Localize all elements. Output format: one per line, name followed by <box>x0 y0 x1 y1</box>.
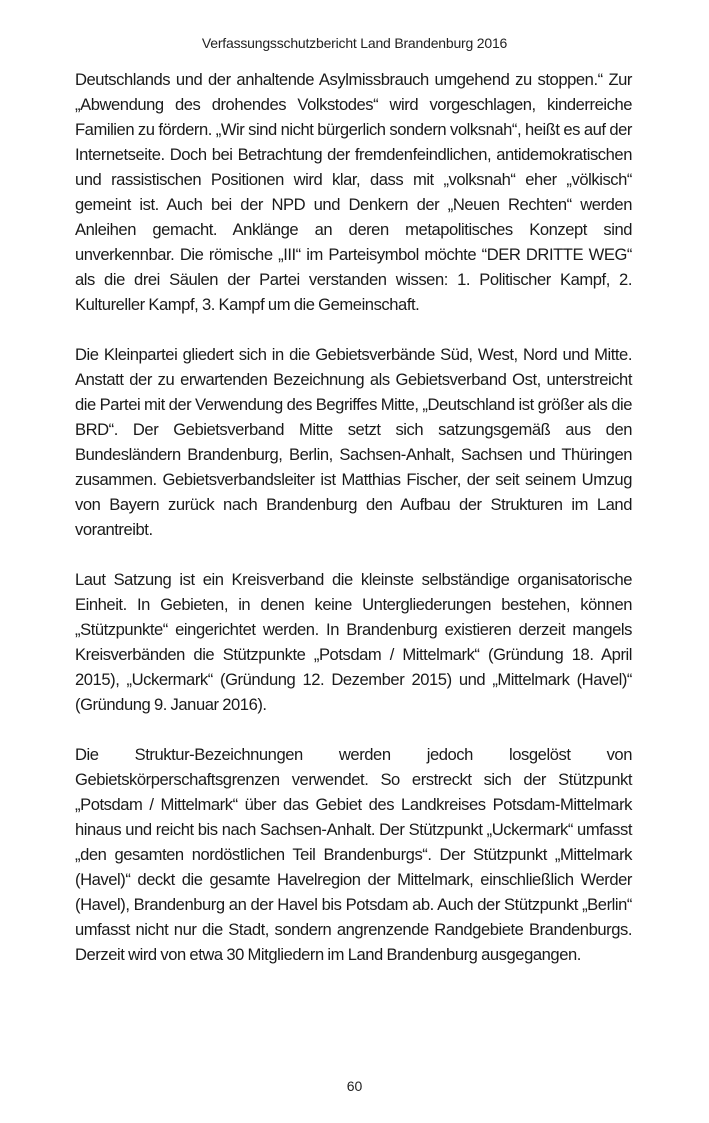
running-header: Verfassungsschutzbericht Land Brandenburg 2016 <box>201 35 508 51</box>
body-text <box>75 67 632 992</box>
paragraph: Die Struktur-Bezeichnungen werden jedoch losgelöst von Gebietskörperschaftsgrenzen verwendet. So erstreckt sich der Stützpunkt „Potsdam / Mittelmark“ über das Gebiet des Landkreises Potsdam-Mittelmark hinaus und reicht bis nach Sachsen-Anhalt. Der Stützpunkt „Uckermark“ umfasst „den gesamten nordöstlichen Teil Brandenburgs“. Der Stützpunkt „Mittelmark (Havel)“ deckt die gesamte Havelregion der Mittelmark, einschließlich Werder (Havel), Brandenburg an der Havel bis Potsdam ab. Auch der Stützpunkt „Berlin“ umfasst nicht nur die Stadt, sondern angrenzende Randgebiete Brandenburgs. Derzeit wird von etwa 30 Mitgliedern im Land Brandenburg ausgegangen. <box>75 745 632 964</box>
paragraph: Laut Satzung ist ein Kreisverband die kleinste selbständige organisatorische Einheit. In Gebieten, in denen keine Untergliederungen bestehen, können „Stützpunkte“ eingerichtet werden. In Brandenburg existieren derzeit mangels Kreisverbänden die Stützpunkte „Potsdam / Mittelmark“ (Gründung 18. April 2015), „Uckermark“ (Gründung 12. Dezember 2015) und „Mittelmark (Havel)“ (Gründung 9. Januar 2016). <box>75 570 632 714</box>
paragraph: Die Kleinpartei gliedert sich in die Gebietsverbände Süd, West, Nord und Mitte. Anstatt der zu erwartenden Bezeichnung als Gebietsverband Ost, unterstreicht die Partei mit der Verwendung des Begriffes Mitte, „Deutschland ist größer als die BRD“. Der Gebietsverband Mitte setzt sich satzungsgemäß aus den Bundesländern Brandenburg, Berlin, Sachsen-Anhalt, Sachsen und Thüringen zusammen. Gebietsverbandsleiter ist Matthias Fischer, der seit seinem Umzug von Bayern zurück nach Brandenburg den Aufbau der Strukturen im Land vorantreibt. <box>75 345 632 539</box>
paragraph: Deutschlands und der anhaltende Asylmissbrauch umgehend zu stoppen.“ Zur „Abwendung des drohendes Volkstodes“ wird vorgeschlagen, kinderreiche Familien zu fördern. „Wir sind nicht bürgerlich sondern volksnah“, heißt es auf der Internetseite. Doch bei Betrachtung der fremdenfeindlichen, antidemokratischen und rassistischen Positionen wird klar, dass mit „volksnah“ eher „völkisch“ gemeint ist. Auch bei der NPD und Denkern der „Neuen Rechten“ werden Anleihen gemacht. Anklänge an deren metapolitisches Konzept sind unverkennbar. Die römische „III“ im Parteisymbol möchte “DER DRITTE WEG“ als die drei Säulen der Partei verstanden wissen: 1. Politischer Kampf, 2. Kultureller Kampf, 3. Kampf um die Gemeinschaft. <box>75 70 632 314</box>
page-number: 60 <box>346 1078 363 1094</box>
